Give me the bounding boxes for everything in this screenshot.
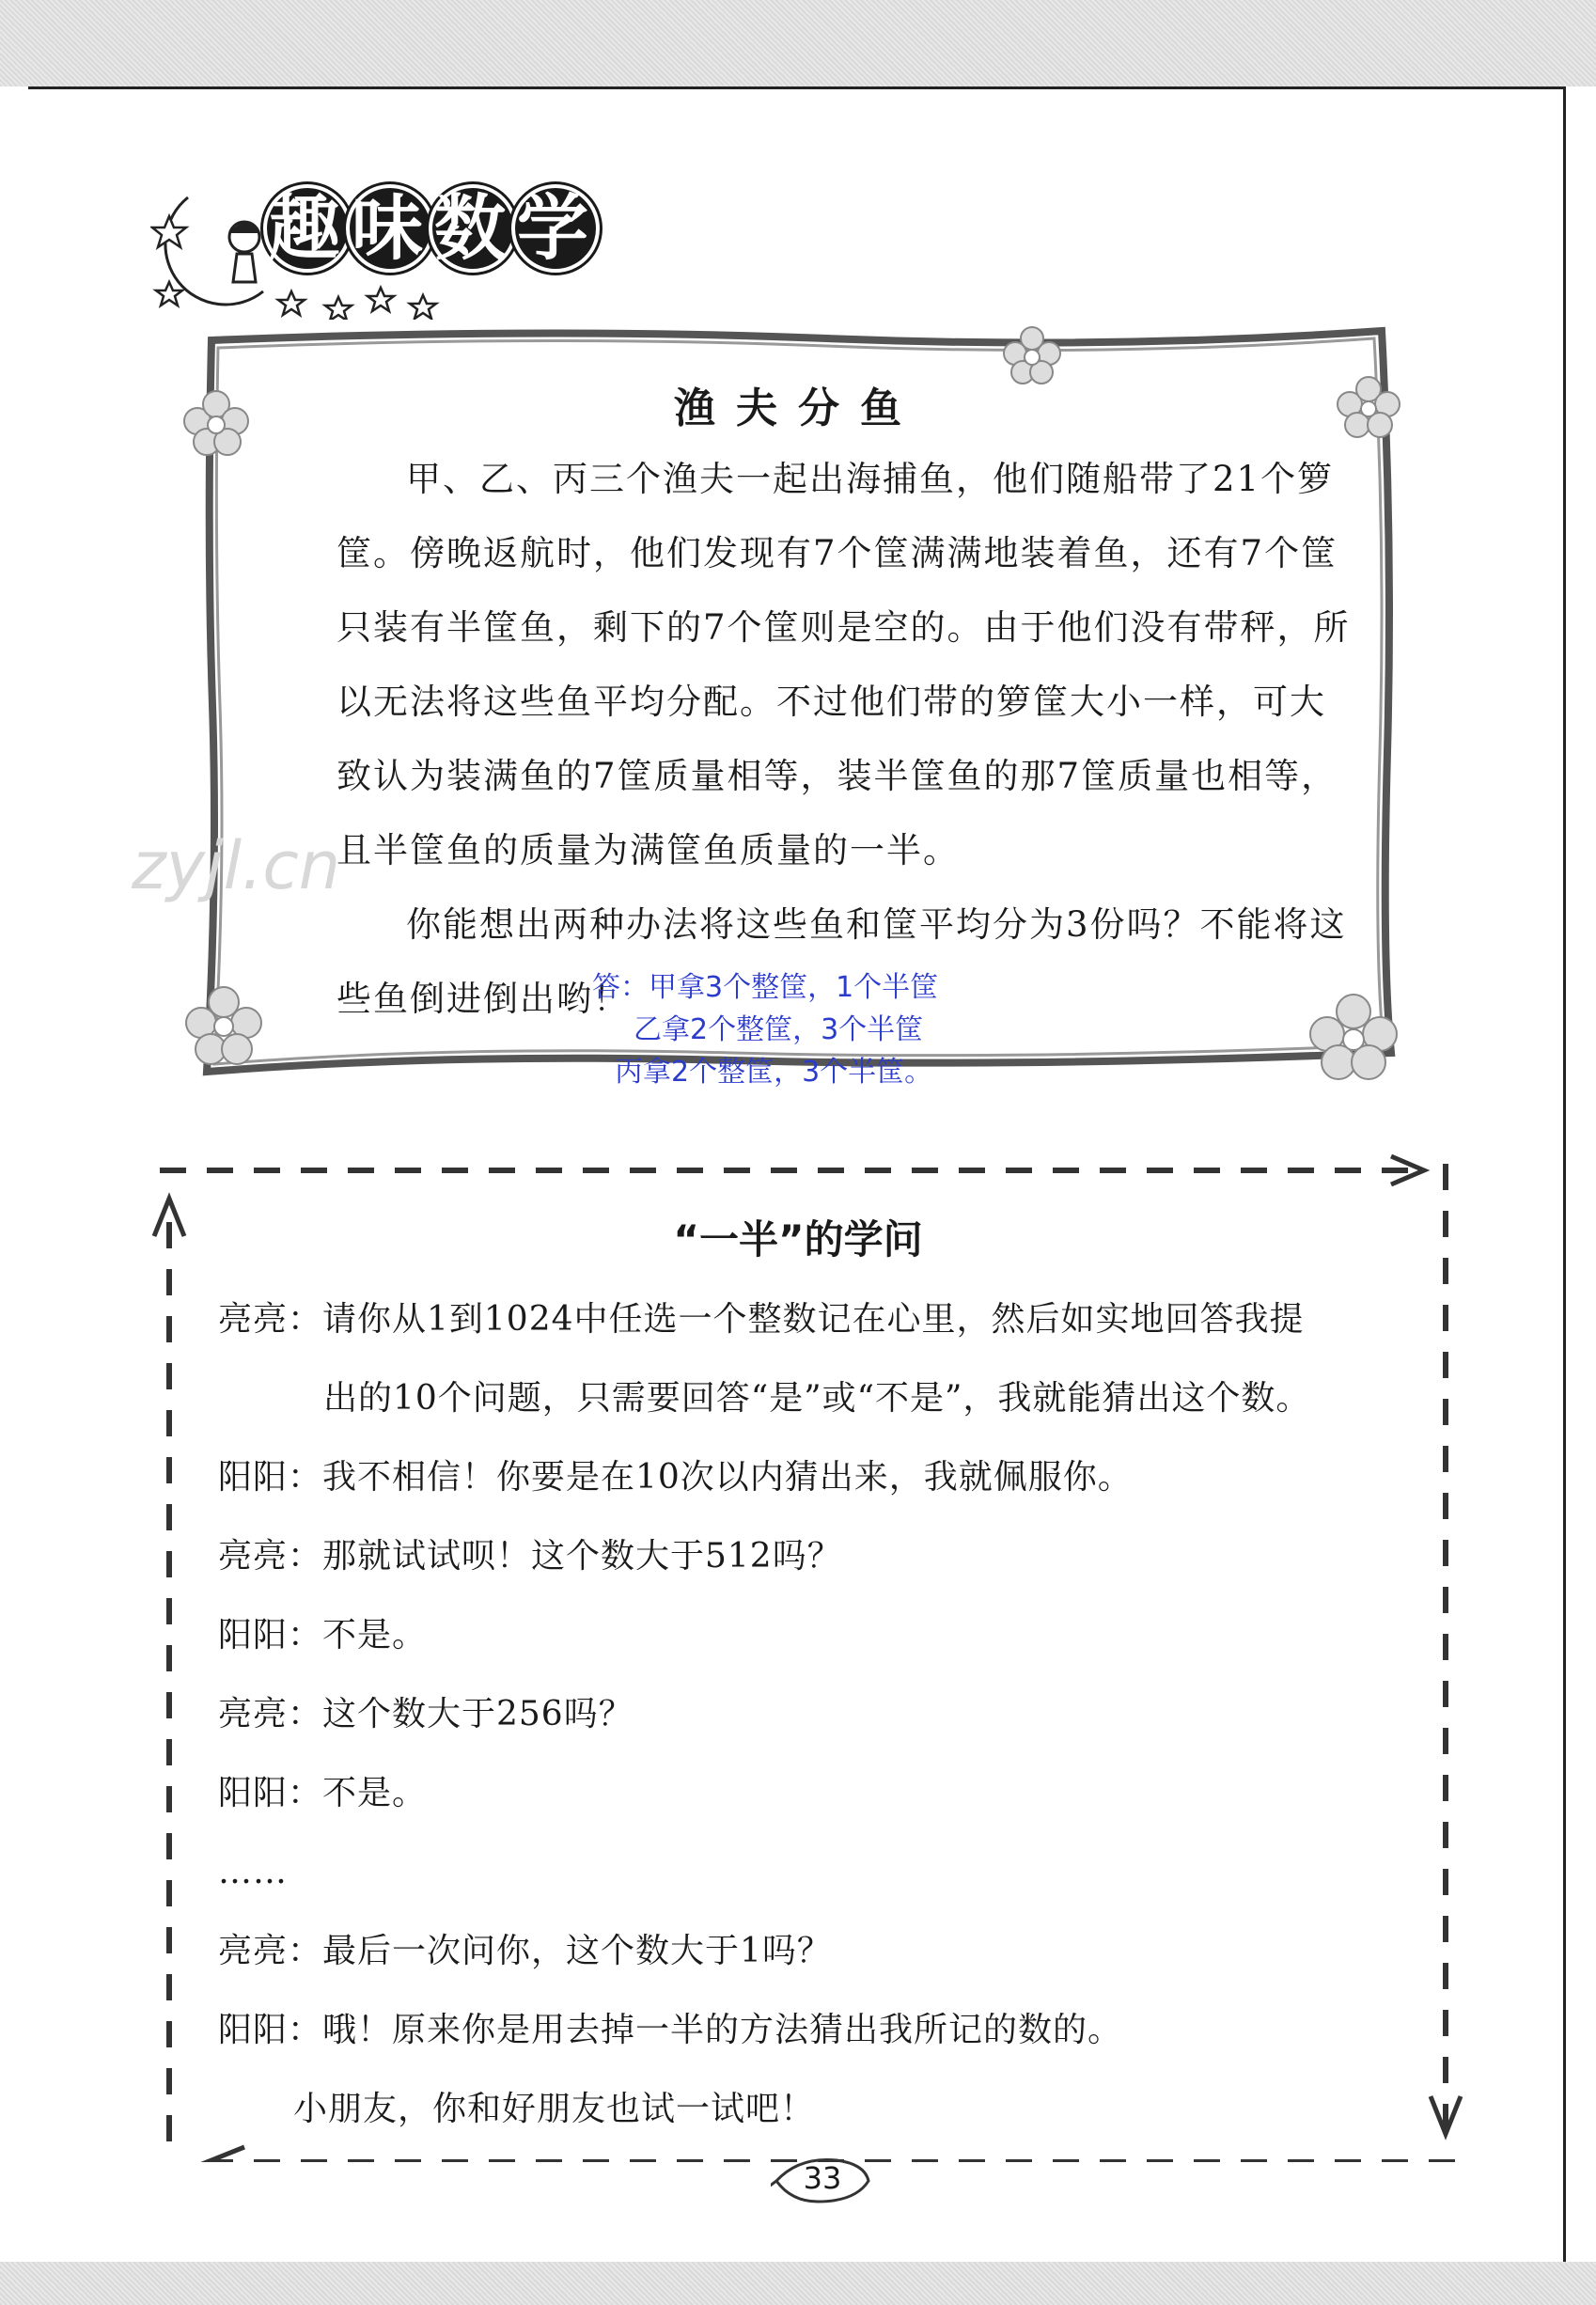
story-paragraph: 甲、乙、丙三个渔夫一起出海捕鱼，他们随船带了21个箩筐。傍晚返航时，他们发现有7个筐满满地装着鱼，还有7个筐只装有半筐鱼，剩下的7个筐则是空的。由于他们没有带秤，所以无法将这些鱼平均分配。不过他们带的箩筐大小一样，可大致认为装满鱼的7筐质量相等，装半筐鱼的那7筐质量也相等，且半筐鱼的质量为满筐鱼质量的一半。 xyxy=(336,459,1351,870)
dialog-line: 阳阳：我不相信！你要是在10次以内猜出来，我就佩服你。 xyxy=(218,1458,1133,1497)
header-char: 味 xyxy=(346,184,434,273)
dialog-line: 小朋友，你和好朋友也试一试吧！ xyxy=(293,2090,816,2128)
section-header-title xyxy=(263,184,594,269)
watermark: zyjl.cn xyxy=(132,827,341,904)
dialog-line: …… xyxy=(218,1853,288,1891)
scan-edge-top xyxy=(0,0,1596,86)
answer-line: 丙拿2个整筐，3个半筐。 xyxy=(615,1056,933,1089)
header-char: 趣 xyxy=(263,184,352,273)
page-number-badge xyxy=(771,2153,874,2207)
dialog-line: 亮亮：这个数大于256吗？ xyxy=(218,1695,634,1733)
dialog-line: 亮亮：那就试试呗！这个数大于512吗？ xyxy=(218,1537,842,1576)
header-char: 学 xyxy=(511,184,600,273)
header-char: 数 xyxy=(429,184,517,273)
page-number: 33 xyxy=(803,2160,842,2196)
dialog-line: 出的10个问题，只需要回答“是”或“不是”，我就能猜出这个数。 xyxy=(323,1379,1311,1418)
dialog-title: “一半”的学问 xyxy=(673,1216,923,1262)
dialog-line: 阳阳：不是。 xyxy=(218,1774,428,1812)
dialog-body xyxy=(218,1280,1421,2149)
dialog-line: 阳阳：哦！原来你是用去掉一半的方法猜出我所记的数的。 xyxy=(218,2011,1123,2049)
answer-line: 答：甲拿3个整筐，1个半筐 xyxy=(592,971,939,1004)
dialog-line: 亮亮：最后一次问你，这个数大于1吗？ xyxy=(218,1932,832,1970)
dialog-line: 亮亮：请你从1到1024中任选一个整数记在心里，然后如实地回答我提 xyxy=(218,1300,1305,1339)
answer-line: 乙拿2个整筐，3个半筐 xyxy=(634,1013,924,1046)
scan-edge-bottom xyxy=(0,2262,1596,2305)
handwritten-answer xyxy=(592,966,938,1093)
dialog-line: 阳阳：不是。 xyxy=(218,1616,428,1654)
story-body xyxy=(336,442,1352,1036)
story-title: 渔夫分鱼 xyxy=(674,384,922,432)
story-question: 你能想出两种办法将这些鱼和筐平均分为3份吗？不能将这些鱼倒进倒出哟！ xyxy=(336,904,1347,1019)
